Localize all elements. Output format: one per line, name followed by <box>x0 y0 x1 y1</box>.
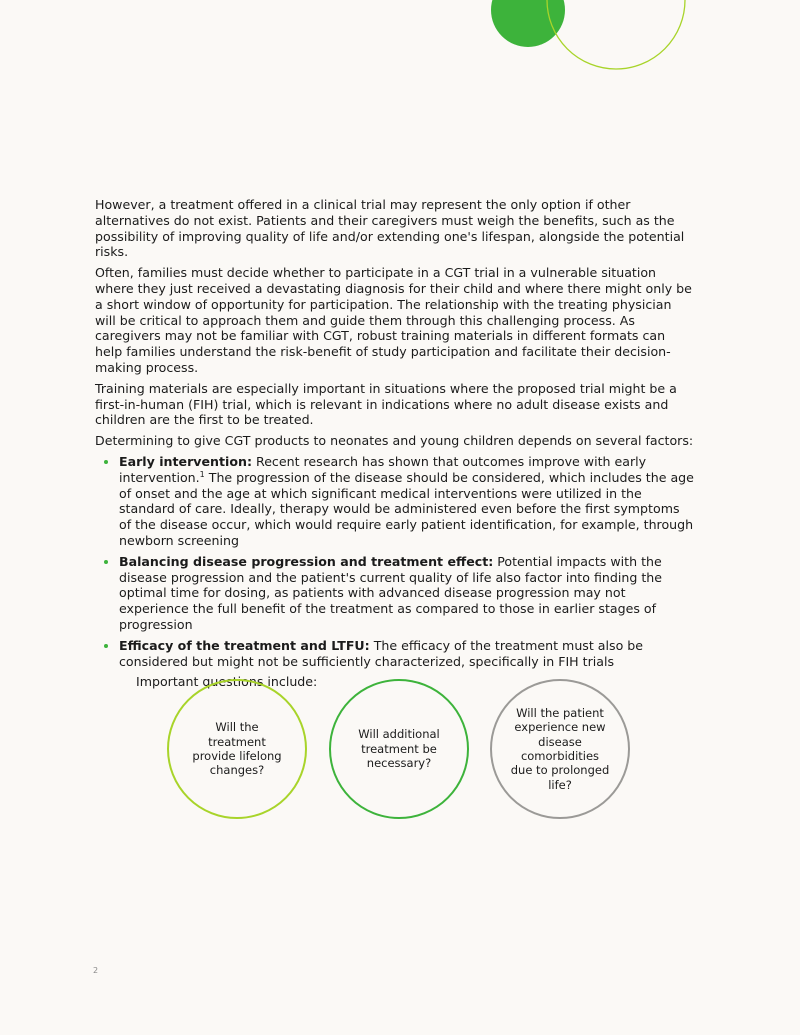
question-text: Will the treatment provide lifelong changes? <box>192 720 282 778</box>
question-circle-additional-treatment <box>329 679 469 819</box>
body-text <box>95 197 695 690</box>
question-circle-lifelong <box>167 679 307 819</box>
bullet-heading: Efficacy of the treatment and LTFU: <box>119 637 370 653</box>
bullet-text: Recent research has shown that outcomes improve with early intervention. <box>119 453 647 485</box>
bullet-text: The progression of the disease should be considered, which includes the age of onset and the age at which significant medical interventions were utilized in the standard of care. Ideally, therapy would be administered even before the first symptoms of the disease occur, which would require early patient identification, for example, through newborn screening <box>119 469 694 548</box>
list-item <box>95 454 695 549</box>
paragraph: Training materials are especially important in situations where the proposed trial might be a first-in-human (FIH) trial, which is relevant in indications where no adult disease exists and children are the first to be treated. <box>95 380 677 428</box>
decorative-outline-circle <box>547 0 685 69</box>
question-text: Will the patient experience new disease comorbidities due to prolonged life? <box>510 705 610 792</box>
questions-intro: Important questions include: <box>136 674 318 690</box>
paragraph: Determining to give CGT products to neonates and young children depends on several factors: <box>95 433 694 449</box>
bullet-heading: Early intervention: <box>119 453 252 469</box>
question-text: Will additional treatment be necessary? <box>358 727 440 771</box>
footnote-reference: 1 <box>199 469 205 479</box>
header-decoration <box>0 0 800 120</box>
bullet-text: Potential impacts with the disease progression and the patient's current quality of life also factor into finding the optimal time for dosing, as patients with advanced disease progression may not experience the full benefit of the treatment as compared to those in earlier stages of progression <box>119 553 663 632</box>
question-circle-comorbidities <box>490 679 630 819</box>
decorative-filled-circle <box>491 0 565 47</box>
page-number: 2 <box>93 966 99 975</box>
bullet-text: The efficacy of the treatment must also be considered but might not be sufficiently characterized, specifically in FIH trials <box>119 637 644 669</box>
paragraph: Often, families must decide whether to participate in a CGT trial in a vulnerable situation where they just received a devastating diagnosis for their child and where there might only be a short window of opportunity for participation. The relationship with the treating physician will be critical to approach them and guide them through this challenging process. As caregivers may not be familiar with CGT, robust training materials in different formats can help families understand the risk-benefit of study participation and facilitate their decision-making process. <box>95 265 692 375</box>
paragraph: However, a treatment offered in a clinical trial may represent the only option if other alternatives do not exist. Patients and their caregivers must weigh the benefits, such as the possibility of improving quality of life and/or extending one's lifespan, alongside the potential risks. <box>95 197 685 260</box>
factor-list <box>95 454 695 669</box>
list-item <box>95 554 695 633</box>
list-item <box>95 638 695 670</box>
bullet-heading: Balancing disease progression and treatment effect: <box>119 553 494 569</box>
